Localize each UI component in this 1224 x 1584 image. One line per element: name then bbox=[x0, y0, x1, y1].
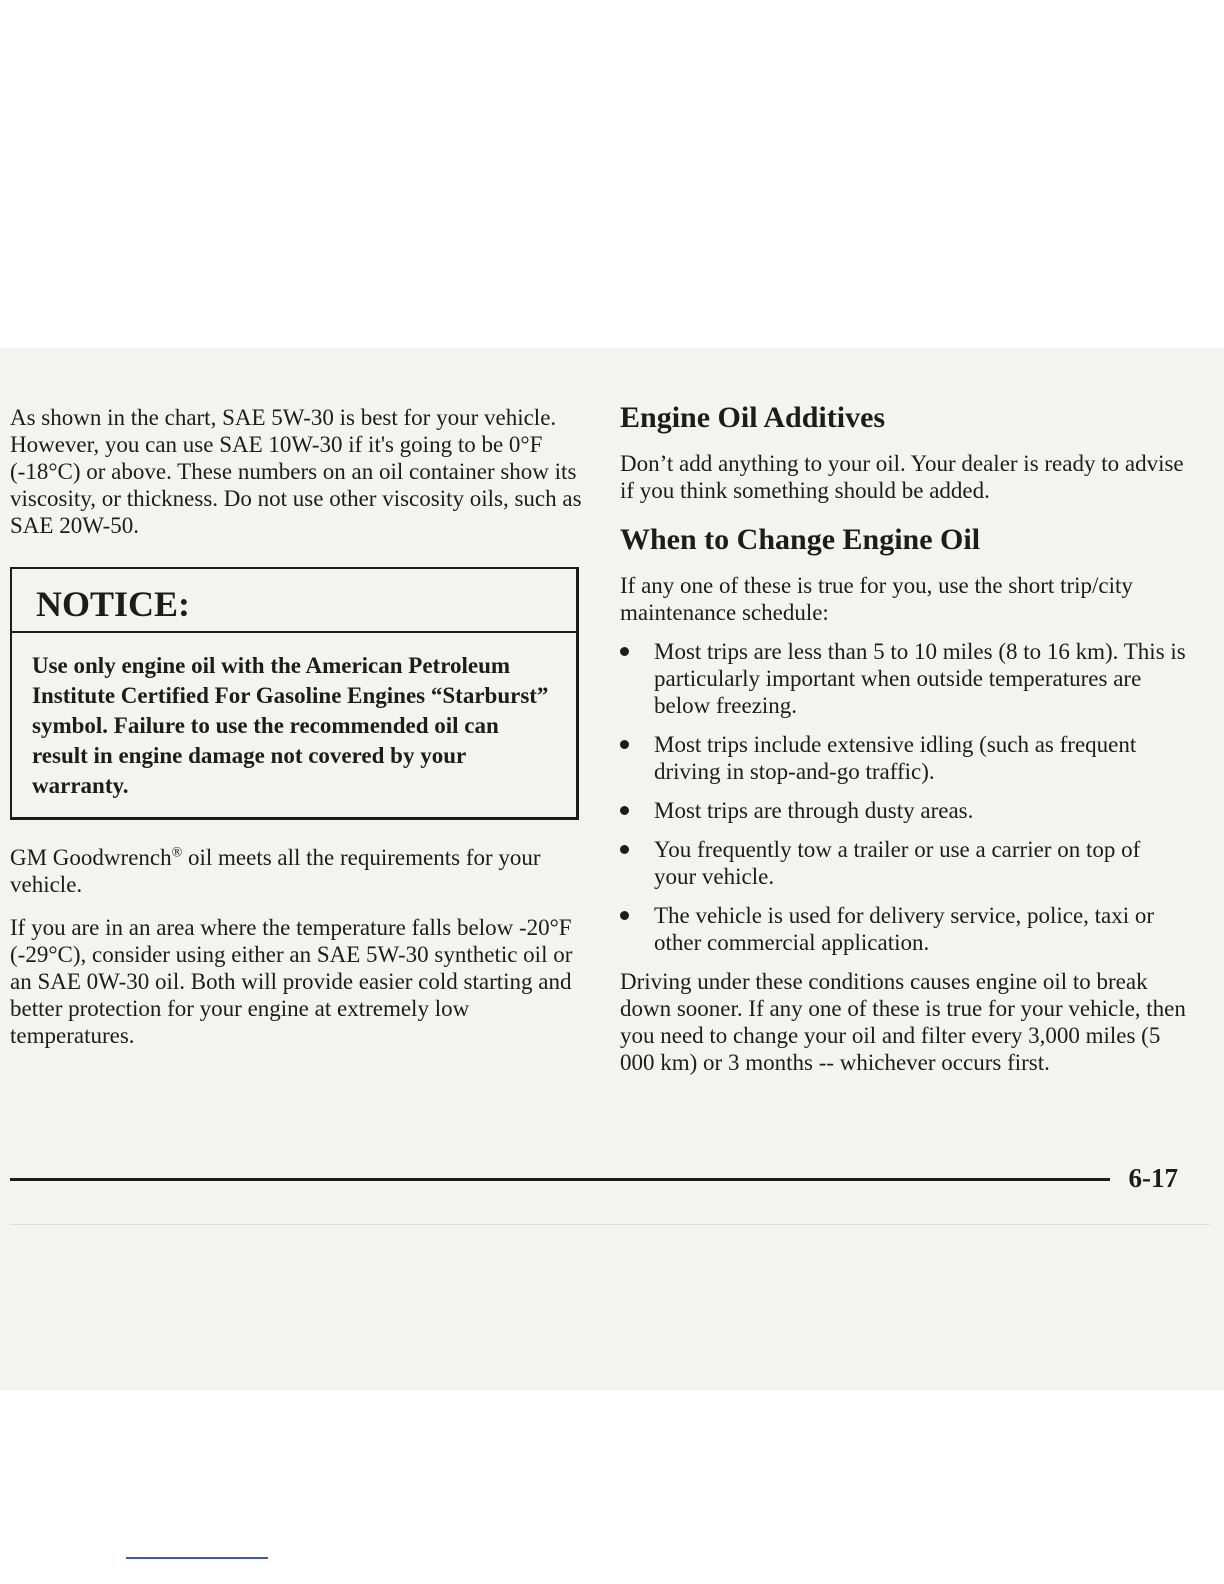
bottom-mark bbox=[126, 1557, 268, 1559]
notice-box bbox=[10, 567, 579, 820]
left-column bbox=[10, 404, 582, 1049]
change-oil-heading: When to Change Engine Oil bbox=[620, 523, 981, 556]
bullet-icon bbox=[620, 806, 629, 815]
closing-paragraph: Driving under these conditions causes engine oil to break down sooner. If any one of these is true for your vehicle, then you need to change your oil and filter every 3,000 miles (5 000 km) or 3 months -- whichever occurs first. bbox=[620, 969, 1186, 1075]
goodwrench-rest: oil meets all the requirements for your vehicle. bbox=[10, 845, 541, 897]
list-item: Most trips are through dusty areas. bbox=[620, 797, 1186, 824]
goodwrench-brand: GM Goodwrench bbox=[10, 845, 172, 870]
additives-heading: Engine Oil Additives bbox=[620, 401, 886, 434]
faint-divider bbox=[10, 1224, 1210, 1225]
list-item: The vehicle is used for delivery service, police, taxi or other commercial application. bbox=[620, 902, 1186, 956]
footer-rule bbox=[10, 1178, 1110, 1181]
goodwrench-paragraph bbox=[10, 844, 582, 898]
viscosity-paragraph: As shown in the chart, SAE 5W-30 is best for your vehicle. However, you can use SAE 10W-30 if it's going to be 0°F (-18°C) or above. These numbers on an oil container show its viscosity, or thickness. Do not use other viscosity oils, such as SAE 20W-50. bbox=[10, 405, 582, 538]
notice-title: NOTICE: bbox=[12, 569, 576, 633]
list-item: Most trips are less than 5 to 10 miles (8 to 16 km). This is particularly important when outside temperatures are below freezing. bbox=[620, 638, 1186, 719]
list-item: You frequently tow a trailer or use a carrier on top of your vehicle. bbox=[620, 836, 1186, 890]
bullet-icon bbox=[620, 740, 629, 749]
list-item: Most trips include extensive idling (such as frequent driving in stop-and-go traffic). bbox=[620, 731, 1186, 785]
bullet-icon bbox=[620, 845, 629, 854]
bullet-icon bbox=[620, 911, 629, 920]
right-column bbox=[620, 400, 1186, 1076]
cold-temperature-paragraph: If you are in an area where the temperature falls below -20°F (-29°C), consider using either an SAE 5W-30 synthetic oil or an SAE 0W-30 oil. Both will provide easier cold starting and better protection for your engine at extremely low temperatures. bbox=[10, 915, 573, 1048]
additives-paragraph: Don’t add anything to your oil. Your dealer is ready to advise if you think something should be added. bbox=[620, 451, 1184, 503]
registered-mark: ® bbox=[171, 845, 183, 861]
conditions-list bbox=[620, 638, 1186, 956]
bullet-icon bbox=[620, 647, 629, 656]
page-number: 6-17 bbox=[1128, 1163, 1178, 1193]
change-oil-intro: If any one of these is true for you, use the short trip/city maintenance schedule: bbox=[620, 573, 1133, 625]
notice-text: Use only engine oil with the American Petroleum Institute Certified For Gasoline Engines “Starburst” symbol. Failure to use the recommended oil can result in engine damage not covered by your warranty. bbox=[32, 653, 549, 798]
